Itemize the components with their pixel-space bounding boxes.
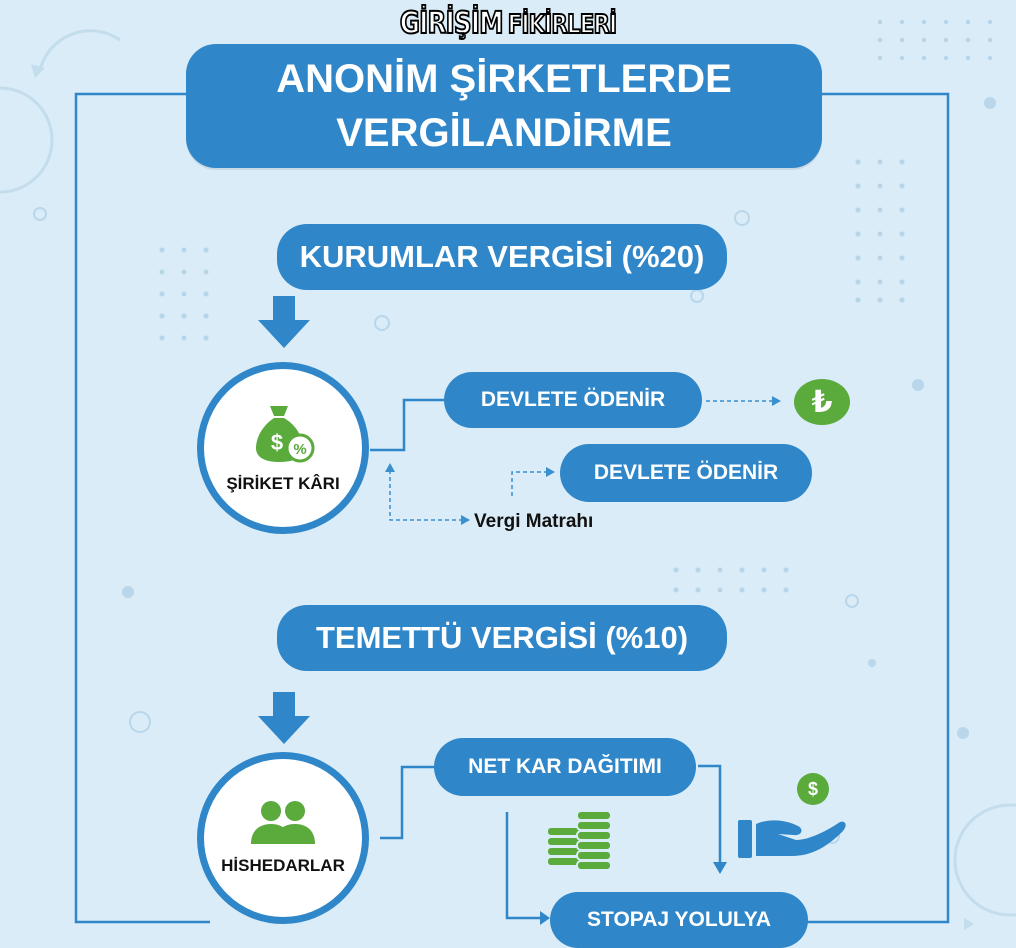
pill-net-profit-distribution: NET KAR DAĞITIMI — [434, 738, 696, 796]
shareholders-label: HİSHEDARLAR — [221, 856, 345, 875]
section-heading-dividend-tax: TEMETTÜ VERGİSİ (%10) — [277, 605, 727, 671]
lira-icon: ₺ — [794, 379, 850, 425]
main-title-box — [186, 44, 822, 168]
title-line-1: ANONİM ŞİRKETLERDE — [276, 57, 732, 101]
title-line-2: VERGİLANDİRME — [336, 111, 672, 155]
hand-coin-icon — [736, 812, 848, 860]
brand-part-1: GİRİŞİM — [399, 6, 503, 41]
down-arrow-icon — [256, 294, 312, 350]
tax-base-label: Vergi Matrahı — [474, 511, 594, 532]
people-icon — [248, 800, 318, 846]
svg-text:%: % — [293, 441, 307, 458]
pill-paid-to-state-1: DEVLETE ÖDENİR — [444, 372, 702, 428]
section-heading-corporate-tax: KURUMLAR VERGİSİ (%20) — [277, 224, 727, 290]
svg-text:$: $ — [270, 430, 284, 455]
company-profit-label: ŞİRİKET KÂRI — [226, 474, 340, 493]
coin-stack-icon — [545, 805, 615, 873]
pill-paid-to-state-2: DEVLETE ÖDENİR — [560, 444, 812, 502]
money-bag-icon — [248, 402, 318, 464]
shareholders-circle — [197, 752, 369, 924]
pill-withholding: STOPAJ YOLULYA — [550, 892, 808, 948]
brand-logo — [91, 6, 924, 41]
down-arrow-icon — [256, 690, 312, 746]
brand-part-2: FİKİRLERİ — [507, 10, 617, 40]
company-profit-circle — [197, 362, 369, 534]
dollar-coin-icon: $ — [797, 773, 829, 805]
